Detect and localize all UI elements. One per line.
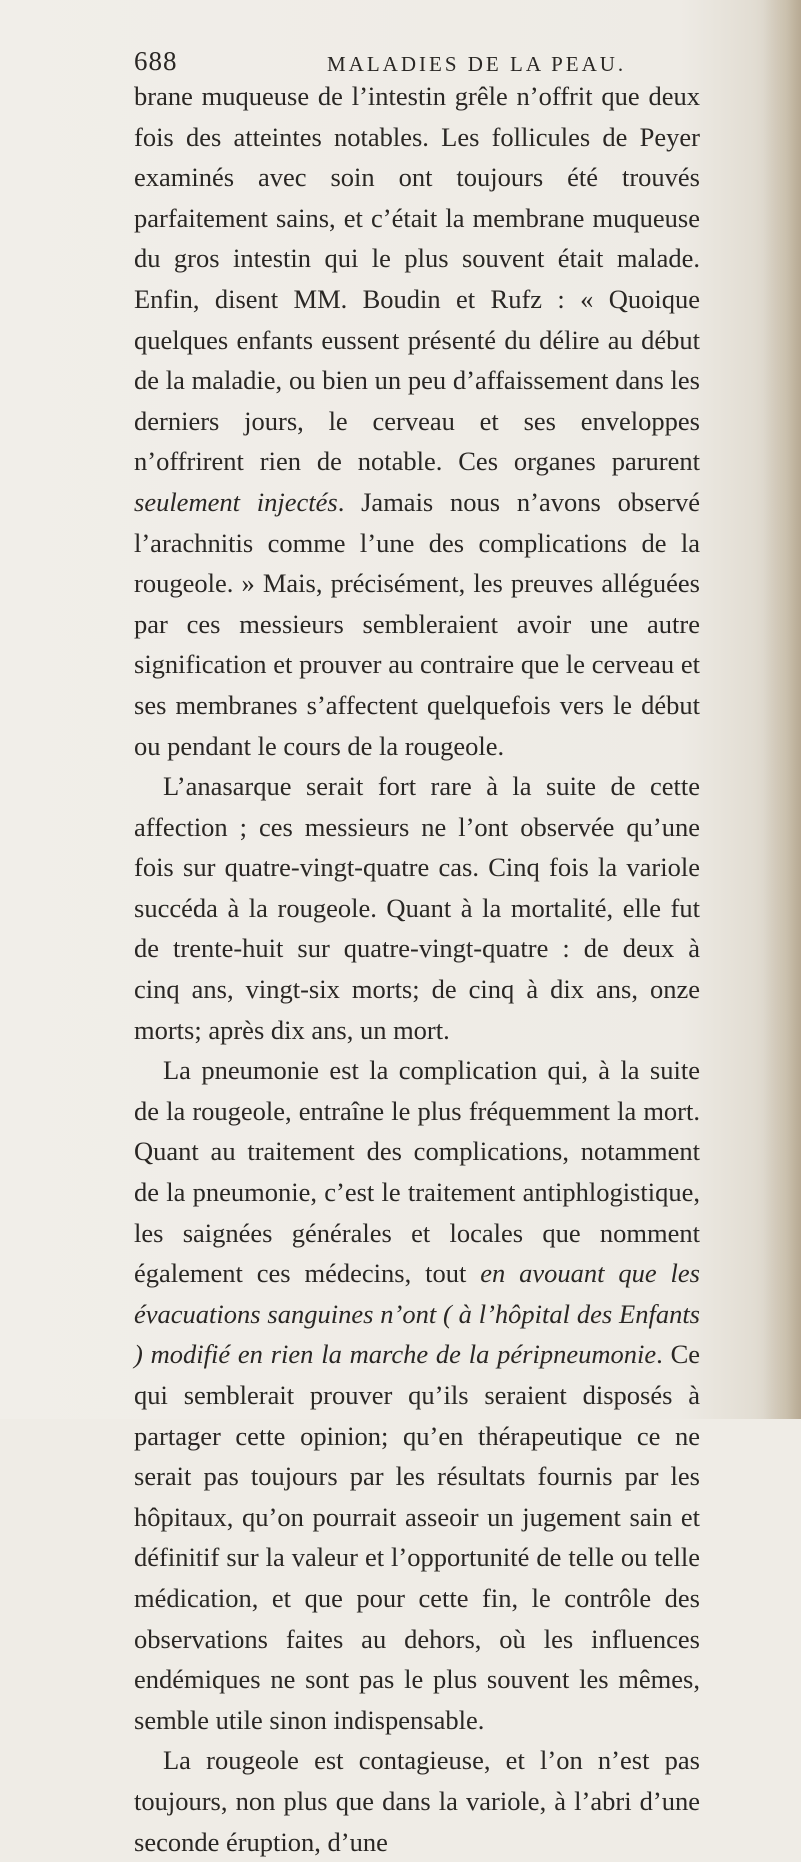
page-number: 688 bbox=[134, 46, 178, 76]
paragraph-3-italic: en avouant que les évacuations sanguines n’ont ( à l’hôpital des Enfants ) modifié en rien la marche de la péripneumonie bbox=[134, 1258, 700, 1370]
running-title: MALADIES DE LA PEAU. bbox=[327, 52, 627, 76]
paragraph-1-text: brane muqueuse de l’intestin grêle n’offrit que deux fois des atteintes notables. Les follicules de Peyer examinés avec soin ont toujours été trouvés parfaitement sains, et c’était la membrane muqueuse du gros intestin qui le plus souvent était malade. Enfin, disent MM. Boudin et Rufz : « Quoique quelques enfants eussent présenté du délire au début de la maladie, ou bien un peu d’affaissement dans les derniers jours, le cerveau et ses enveloppes n’offrirent rien de notable. Ces organes parurent bbox=[134, 81, 700, 477]
paragraph-1-text-continued: . Jamais nous n’avons observé l’arachnitis comme l’une des complications de la rougeole. » Mais, précisément, les preuves alléguées par ces messieurs sembleraient avoir une autre signification et prouver au contraire que le cerveau et ses membranes s’affectent quelquefois vers le début ou pendant le cours de la rougeole. bbox=[134, 486, 701, 761]
paragraph-3 bbox=[134, 1050, 700, 1740]
paragraph-1-italic: seulement injectés bbox=[134, 486, 338, 517]
paragraph-2 bbox=[134, 766, 700, 1050]
paragraph-4 bbox=[134, 1740, 700, 1862]
paragraph-3-text: La pneumonie est la complication qui, à la suite de la rougeole, entraîne le plus fréquemment la mort. Quant au traitement des complications, notamment de la pneumonie, c’est le traitement antiphlogistique, les saignées générales et locales que nomment également ces médecins, tout bbox=[134, 1055, 700, 1289]
paragraph-2-text: L’anasarque serait fort rare à la suite de cette affection ; ces messieurs ne l’ont observée qu’une fois sur quatre-vingt-quatre cas. Cinq fois la variole succéda à la rougeole. Quant à la mortalité, elle fut de trente-huit sur quatre-vingt-quatre : de deux à cinq ans, vingt-six morts; de cinq à dix ans, onze morts; après dix ans, un mort. bbox=[134, 771, 700, 1045]
paragraph-1 bbox=[134, 76, 700, 766]
paragraph-3-text-continued: . Ce qui semblerait prouver qu’ils seraient disposés à partager cette opinion; qu’en thérapeutique ce ne serait pas toujours par les résultats fournis par les hôpitaux, qu’on pourrait asseoir un jugement sain et définitif sur la valeur et l’opportunité de telle ou telle médication, et que pour cette fin, le contrôle des observations faites au dehors, où les influences endémiques ne sont pas le plus souvent les mêmes, semble utile sinon indispensable. bbox=[134, 1339, 701, 1735]
paragraph-4-text: La rougeole est contagieuse, et l’on n’est pas toujours, non plus que dans la variole, à l’abri d’une seconde éruption, d’une bbox=[134, 1745, 700, 1857]
page-edge-shadow bbox=[763, 0, 801, 1419]
body-text bbox=[134, 76, 700, 1862]
